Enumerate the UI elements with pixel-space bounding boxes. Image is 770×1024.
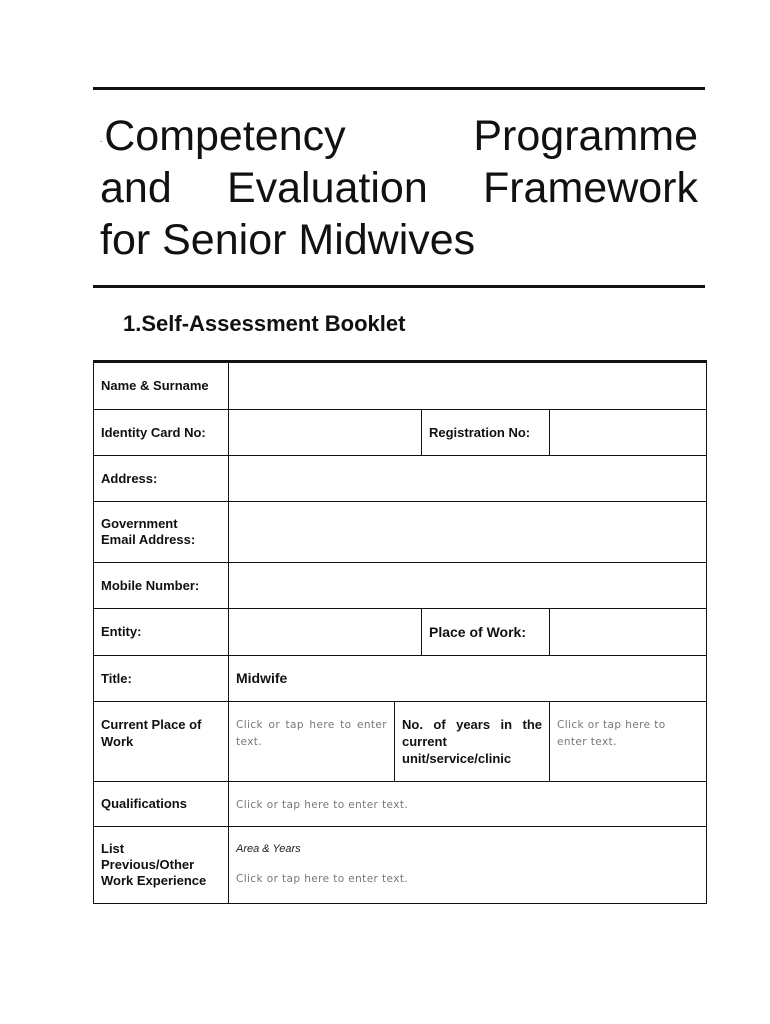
entity-field[interactable] [229, 609, 422, 656]
id-card-label: Identity Card No: [94, 410, 229, 456]
section-heading: 1.Self-Assessment Booklet [123, 311, 406, 336]
address-field[interactable] [229, 456, 707, 502]
years-field[interactable] [550, 702, 707, 782]
place-of-work-label: Place of Work: [422, 609, 550, 656]
years-placeholder: Click or tap here to enter text. [557, 719, 666, 748]
name-field[interactable] [229, 362, 707, 410]
place-of-work-field[interactable] [550, 609, 707, 656]
experience-label-line2: Previous/Other [101, 857, 195, 872]
self-assessment-form [93, 360, 707, 904]
current-place-placeholder: Click or tap here to enter text. [236, 719, 387, 748]
title-word: Programme [473, 112, 698, 160]
title-marker: . [100, 135, 103, 144]
gov-email-label-line2: Email Address: [101, 532, 196, 547]
id-row [94, 410, 707, 456]
title-row [94, 656, 707, 702]
top-rule [93, 87, 705, 90]
id-card-field[interactable] [229, 410, 422, 456]
title-line-1 [100, 110, 698, 162]
title-word: for Senior Midwives [100, 216, 476, 264]
current-place-field[interactable] [229, 702, 395, 782]
gov-email-label [94, 502, 229, 563]
title-label: Title: [94, 656, 229, 702]
experience-placeholder: Click or tap here to enter text. [236, 873, 409, 885]
entity-row [94, 609, 707, 656]
name-row [94, 362, 707, 410]
gov-email-field[interactable] [229, 502, 707, 563]
name-label: Name & Surname [94, 362, 229, 410]
experience-field[interactable] [229, 827, 707, 904]
mobile-row [94, 563, 707, 609]
entity-label: Entity: [94, 609, 229, 656]
mobile-label: Mobile Number: [94, 563, 229, 609]
address-label: Address: [94, 456, 229, 502]
title-word: Framework [482, 164, 698, 212]
experience-label-line3: Work Experience [101, 873, 207, 888]
current-place-label: Current Place of Work [94, 702, 229, 782]
title-word: Evaluation [226, 164, 428, 212]
title-line-2 [100, 162, 698, 214]
qualifications-field[interactable] [229, 782, 707, 827]
title-word: Competency [104, 112, 346, 160]
address-row [94, 456, 707, 502]
registration-label: Registration No: [422, 410, 550, 456]
experience-label [94, 827, 229, 904]
years-label: No. of years in the current unit/service/clinic [395, 702, 550, 782]
gov-email-label-line1: Government [101, 516, 178, 531]
current-place-row [94, 702, 707, 782]
title-word: and [100, 164, 172, 212]
qualifications-label: Qualifications [94, 782, 229, 827]
title-line-3 [100, 214, 698, 266]
registration-field[interactable] [550, 410, 707, 456]
title-field[interactable] [229, 656, 707, 702]
qualifications-row [94, 782, 707, 827]
gov-email-row [94, 502, 707, 563]
bottom-rule [93, 285, 705, 288]
document-title [100, 110, 698, 266]
qualifications-placeholder: Click or tap here to enter text. [236, 798, 409, 811]
experience-hint: Area & Years [236, 843, 301, 855]
title-value: Midwife [236, 670, 288, 686]
experience-label-line1: List [101, 841, 125, 856]
mobile-field[interactable] [229, 563, 707, 609]
experience-row [94, 827, 707, 904]
